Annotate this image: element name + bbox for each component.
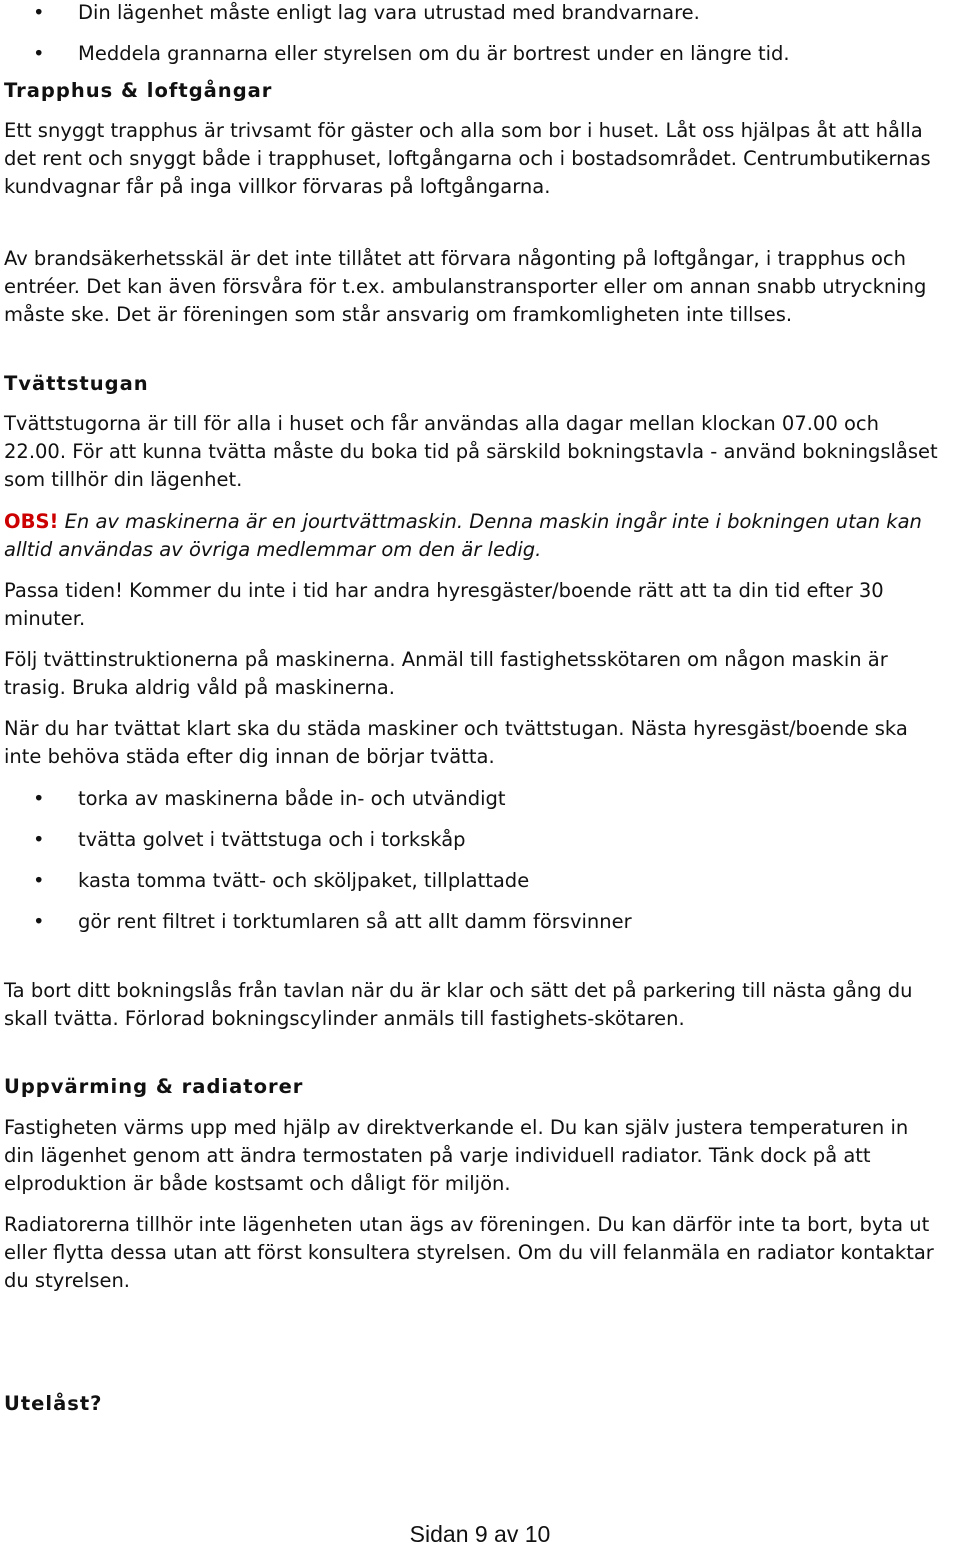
paragraph: Passa tiden! Kommer du inte i tid har andra hyresgäster/boende rätt att ta din tid efter 30 minuter. <box>4 579 884 630</box>
paragraph: Fastigheten värms upp med hjälp av direktverkande el. Du kan själv justera temperaturen in din lägenhet genom att ändra termostaten på varje individuell radiator. Tänk dock på att elproduktion är både kostsamt och dåligt för miljön. <box>4 1116 909 1195</box>
paragraph: Tvättstugorna är till för alla i huset och får användas alla dagar mellan klockan 07.00 och 22.00. För att kunna tvätta måste du boka tid på särskild bokningstavla - använd bokningslåset som tillhör din lägenhet. <box>4 412 938 491</box>
paragraph: Ett snyggt trapphus är trivsamt för gäster och alla som bor i huset. Låt oss hjälpas åt att hålla det rent och snyggt både i trapphuset, loftgångarna och i bostadsområdet. Centrumbutikernas kundvagnar får på inga villkor förvaras på loftgångarna. <box>4 119 931 198</box>
section-heading: Utelåst? <box>4 1392 103 1415</box>
tvattstugan-paragraph-3-block <box>0 577 960 633</box>
obs-paragraph <box>0 508 939 564</box>
tvattstugan-paragraph-6-block <box>0 977 960 1033</box>
bullet-icon: • <box>33 42 45 65</box>
section-utelast <box>0 1390 960 1418</box>
section-heading: Uppvärming & radiatorer <box>4 1075 304 1098</box>
section-uppvarmning <box>0 1073 960 1101</box>
cleaning-bullet-list <box>0 785 960 936</box>
list-item: • tvätta golvet i tvättstuga och i torkskåp <box>0 826 960 854</box>
uppvarmning-paragraph-2-block <box>0 1211 960 1295</box>
bullet-icon: • <box>33 1 45 24</box>
bullet-icon: • <box>33 869 45 892</box>
uppvarmning-paragraph-1-block <box>0 1114 960 1198</box>
trapphus-paragraph-1-block <box>0 117 960 201</box>
trapphus-paragraph-2-block <box>0 245 960 329</box>
paragraph: Ta bort ditt bokningslås från tavlan när du är klar och sätt det på parkering till nästa gång du skall tvätta. Förlorad bokningscylinder anmäls till fastighets-skötaren. <box>4 979 913 1030</box>
section-heading: Tvättstugan <box>4 372 149 395</box>
paragraph: När du har tvättat klart ska du städa maskiner och tvättstugan. Nästa hyresgäst/boende ska inte behöva städa efter dig innan de börjar tvätta. <box>4 717 908 768</box>
tvattstugan-paragraph-5-block <box>0 715 960 771</box>
tvattstugan-paragraph-4-block <box>0 646 960 702</box>
list-item: • gör rent filtret i torktumlaren så att allt damm försvinner <box>0 908 960 936</box>
tvattstugan-paragraph-1-block <box>0 410 960 494</box>
list-item: • torka av maskinerna både in- och utvändigt <box>0 785 960 813</box>
list-item: • kasta tomma tvätt- och sköljpaket, tillplattade <box>0 867 960 895</box>
list-item: • Meddela grannarna eller styrelsen om du är bortrest under en längre tid. <box>0 40 960 68</box>
paragraph: Av brandsäkerhetsskäl är det inte tillåtet att förvara någonting på loftgångar, i trapphus och entréer. Det kan även försvåra för t.ex. ambulanstransporter eller om annan snabb utryckning måste ske. Det är föreningen som står ansvarig om framkomligheten inte tillses. <box>4 247 927 326</box>
obs-text: En av maskinerna är en jourtvättmaskin. Denna maskin ingår inte i bokningen utan kan alltid användas av övriga medlemmar om den är ledig. <box>4 510 922 561</box>
obs-label: OBS! <box>4 510 59 533</box>
section-heading: Trapphus & loftgångar <box>4 79 273 102</box>
list-item: • Din lägenhet måste enligt lag vara utrustad med brandvarnare. <box>0 0 960 27</box>
bullet-icon: • <box>33 910 45 933</box>
paragraph: Följ tvättinstruktionerna på maskinerna. Anmäl till fastighetsskötaren om någon maskin är trasig. Bruka aldrig våld på maskinerna. <box>4 648 888 699</box>
bullet-icon: • <box>33 787 45 810</box>
top-bullet-list <box>0 0 960 68</box>
bullet-icon: • <box>33 828 45 851</box>
obs-paragraph-block <box>0 508 960 564</box>
page-footer: Sidan 9 av 10 <box>409 1521 551 1547</box>
section-trapphus <box>0 77 960 105</box>
section-tvattstugan <box>0 370 960 398</box>
paragraph: Radiatorerna tillhör inte lägenheten utan ägs av föreningen. Du kan därför inte ta bort, byta ut eller flytta dessa utan att först konsultera styrelsen. Om du vill felanmäla en radiator kontaktar du styrelsen. <box>4 1213 934 1292</box>
